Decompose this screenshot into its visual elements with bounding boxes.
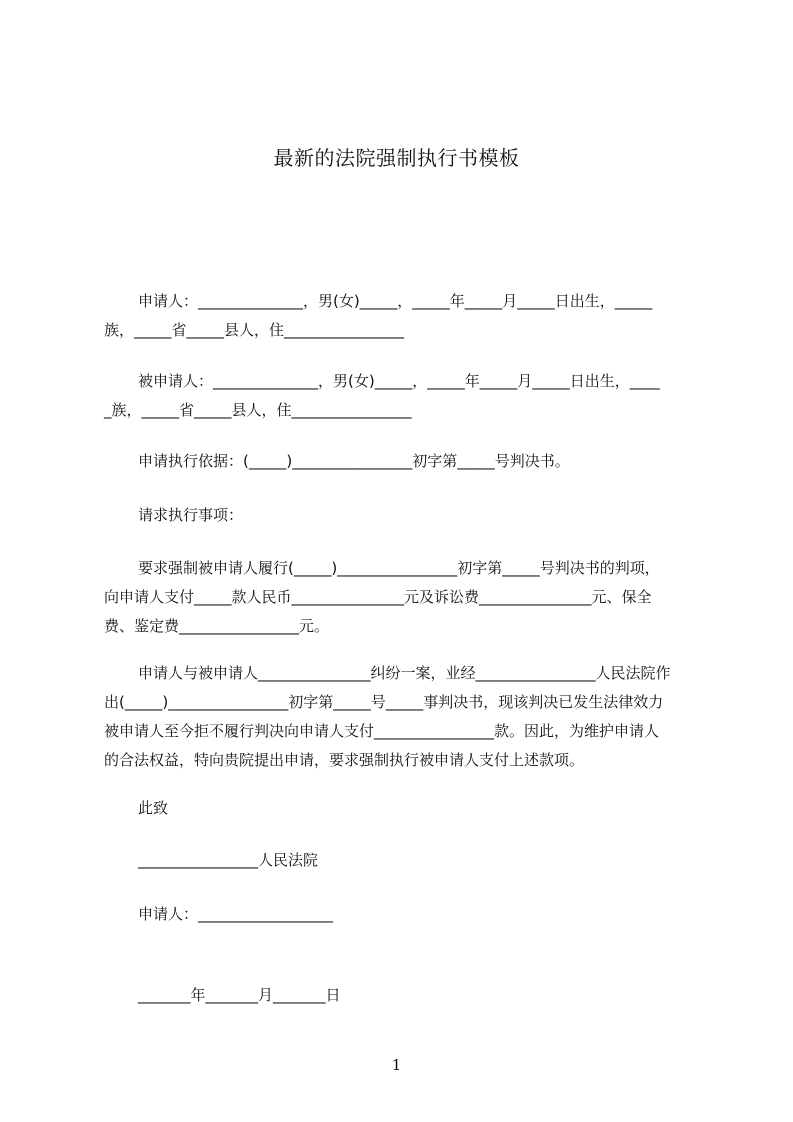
matters-heading	[104, 501, 704, 530]
page-number: 1	[391, 1056, 402, 1074]
basis-line: 申请执行依据：(_____)________________初字第_____号判决书。	[138, 452, 570, 470]
matters-heading-text: 请求执行事项：	[138, 506, 244, 524]
matters-line-3: 费、鉴定费________________元。	[104, 617, 330, 635]
respondent-line-1: 被申请人：______________，男(女)_____，_____年_____月_____日出生，____	[138, 372, 660, 390]
date-line	[104, 981, 704, 1010]
facts-line-3: 被申请人至今拒不履行判决向申请人支付________________款。因此，为维护申请人	[104, 722, 660, 740]
court-line-text: ________________人民法院	[138, 851, 319, 869]
matters-line-1: 要求强制被申请人履行(_____)________________初字第_____号判决书的判项，	[138, 559, 660, 577]
respondent-paragraph	[104, 367, 704, 425]
facts-line-1: 申请人与被申请人_______________纠纷一案，业经________________人民法院作	[138, 664, 671, 682]
document-title: 最新的法院强制执行书模板	[273, 146, 520, 170]
respondent-line-2: _族，_____省_____县人，住________________	[104, 401, 412, 419]
basis-paragraph	[104, 447, 704, 476]
closing-paragraph	[104, 794, 704, 823]
court-line	[104, 846, 704, 875]
facts-line-2: 出(_____)________________初字第_____号_____事判决书，现该判决已发生法律效力	[104, 693, 664, 711]
facts-paragraph	[104, 659, 704, 775]
applicant-line-2: 族，_____省_____县人，住________________	[104, 321, 405, 339]
signature-line	[104, 900, 704, 929]
closing-text: 此致	[138, 799, 169, 817]
signature-line-text: 申请人：__________________	[138, 905, 334, 923]
applicant-paragraph	[104, 287, 704, 345]
applicant-line-1: 申请人：______________，男(女)_____，_____年_____月_____日出生，_____	[138, 292, 653, 310]
matters-line-2: 向申请人支付_____款人民币_______________元及诉讼费_______________元、保全	[104, 588, 652, 606]
matters-paragraph	[104, 554, 704, 641]
date-line-text: _______年_______月_______日	[138, 986, 341, 1004]
facts-line-4: 的合法权益，特向贵院提出申请，要求强制执行被申请人支付上述款项。	[104, 751, 585, 769]
